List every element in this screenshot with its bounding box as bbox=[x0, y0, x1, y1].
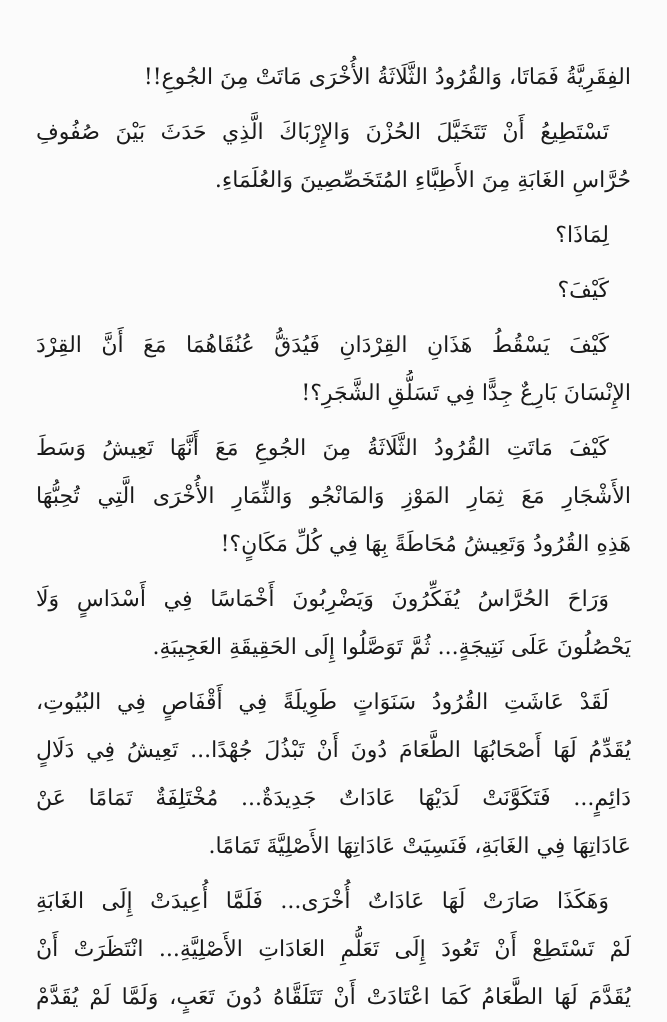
text-line: الفِقَرِيَّةُ فَمَاتَا، وَالقُرُودُ الثَّلَاثَةُ الأُخْرَى مَاتَتْ مِنَ الجُوعِ!! bbox=[143, 65, 631, 90]
text-line: كَيْفَ مَاتَتِ القُرُودُ الثَّلَاثَةُ مِنَ الجُوعِ مَعَ أَنَّهَا تَعِيشُ وَسَطَ bbox=[36, 436, 609, 461]
paragraph-1 bbox=[36, 54, 631, 102]
text-line: لَمْ تَسْتَطِعْ أَنْ تَعُودَ إِلَى تَعَلُّمِ العَادَاتِ الأَصْلِيَّةِ... انْتَظَرَتْ أَنْ bbox=[36, 937, 631, 962]
text-line: تَسْتَطِيعُ أَنْ تَتَخَيَّلَ الحُزْنَ وَالإِرْبَاكَ الَّذِي حَدَثَ بَيْنَ صُفُوفِ bbox=[36, 120, 609, 145]
text-line: يُقَدِّمُ لَهَا أَصْحَابُهَا الطَّعَامَ دُونَ أَنْ تَبْذُلَ جُهْدًا... تَعِيشُ فِي دَلَالٍ bbox=[36, 738, 631, 763]
text-line: دَائِمٍ... فَتَكَوَّنَتْ لَدَيْهَا عَادَاتٌ جَدِيدَةٌ... مُخْتَلِفَةٌ تَمَامًا عَنْ bbox=[36, 786, 631, 811]
paragraph-7 bbox=[36, 576, 631, 672]
paragraph-2 bbox=[36, 109, 631, 205]
text-line: يَحْصُلُونَ عَلَى نَتِيجَةٍ... ثُمَّ تَوَصَّلُوا إِلَى الحَقِيقَةِ العَجِيبَةِ. bbox=[152, 635, 631, 660]
paragraph-6 bbox=[36, 425, 631, 569]
text-line: يُقَدَّمَ لَهَا الطَّعَامُ كَمَا اعْتَادَتْ أَنْ تَتَلَقَّاهُ دُونَ تَعَبٍ، وَلَمَّا لَمْ يُقَدَّمْ bbox=[36, 985, 631, 1010]
paragraph-8 bbox=[36, 679, 631, 871]
text-line: كَيْفَ؟ bbox=[557, 278, 609, 303]
text-line: هَذِهِ القُرُودُ وَتَعِيشُ مُحَاطَةً بِهَا فِي كُلِّ مَكَانٍ؟! bbox=[220, 532, 631, 557]
text-line: الأَشْجَارِ مَعَ ثِمَارِ المَوْزِ وَالمَانْجُو وَالثِّمَارِ الأُخْرَى الَّتِي تُحِبُّهَا bbox=[36, 484, 631, 509]
text-line: كَيْفَ يَسْقُطُ هَذَانِ القِرْدَانِ فَيُدَقُّ عُنُقَاهُمَا مَعَ أَنَّ القِرْدَ bbox=[36, 333, 609, 358]
text-line: حُرَّاسِ الغَابَةِ مِنَ الأَطِبَّاءِ المُتَخَصِّصِينَ وَالعُلَمَاءِ. bbox=[214, 168, 631, 193]
text-line: لَقَدْ عَاشَتِ القُرُودُ سَنَوَاتٍ طَوِيلَةً فِي أَقْفَاصٍ فِي البُيُوتِ، bbox=[36, 690, 609, 715]
text-line: الإِنْسَانَ بَارِعٌ جِدًّا فِي تَسَلُّقِ الشَّجَرِ؟! bbox=[301, 381, 631, 406]
paragraph-5 bbox=[36, 322, 631, 418]
text-line: لِمَاذَا؟ bbox=[555, 223, 609, 248]
text-line: عَادَاتِهَا فِي الغَابَةِ، فَنَسِيَتْ عَادَاتِهَا الأَصْلِيَّةَ تَمَامًا. bbox=[208, 834, 631, 859]
paragraph-9 bbox=[36, 878, 631, 1022]
text-line: وَهَكَذَا صَارَتْ لَهَا عَادَاتٌ أُخْرَى... فَلَمَّا أُعِيدَتْ إِلَى الغَابَةِ bbox=[36, 889, 609, 914]
paragraph-4 bbox=[36, 267, 631, 315]
paragraph-3 bbox=[36, 212, 631, 260]
text-line: وَرَاحَ الحُرَّاسُ يُفَكِّرُونَ وَيَضْرِبُونَ أَخْمَاسًا فِي أَسْدَاسٍ وَلَا bbox=[36, 587, 609, 612]
